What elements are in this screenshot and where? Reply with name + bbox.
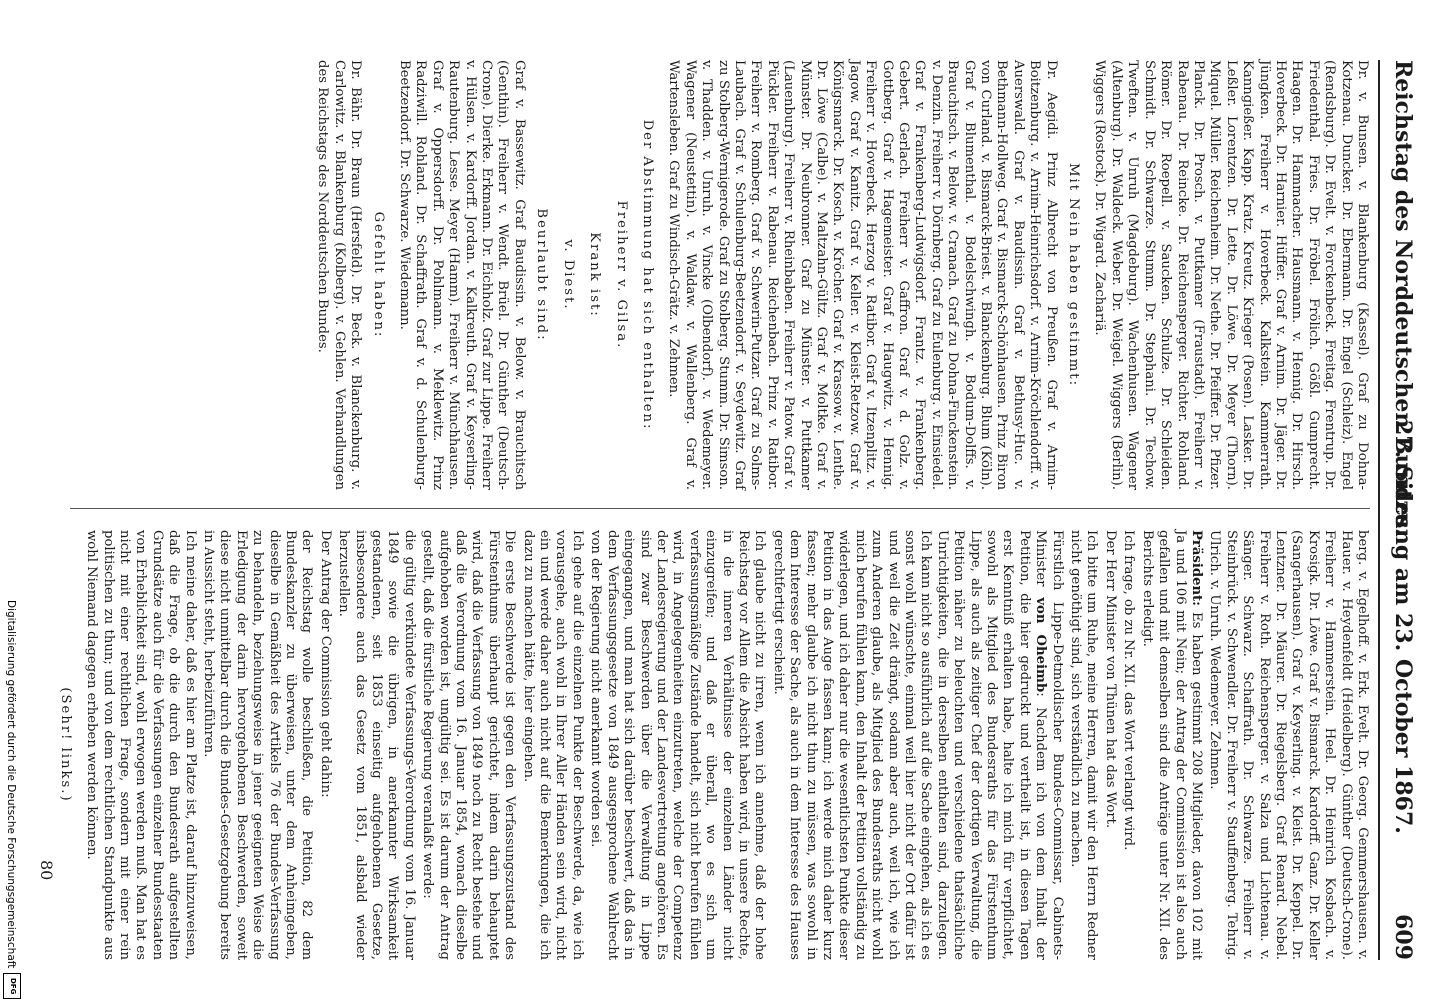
left-column-paragraph: Dr. Aegidi. Prinz Albrecht von Preußen. Graf v. Arnim-Boitzenburg. v. Arnim-Heinrichsdorf. v. Arnim-Kröchlendorff. v. Auerswald. Graf v. Baudissin. Graf v. Bethusy-Huc. v. Bethmann-Hollweg. Graf v. Bismarck-Schönhausen. Prinz Biron von Curland. v. Bismarck-Briest. v. Blanckenburg. Blum (Köln). Graf v. Blumenthal. v. Bodelschwingh. v. Bodum-Dolffs. v. Brauchitsch. v. Below. v. Cranach. Graf zu Dohna-Finckenstein. v. Denzin. Freiherr v. Dörnberg. Graf zu Eulenburg. v. Einsiedel. Graf v. Frankenberg-Ludwigsdorf. Frantz. v. Frankenberg. Gebert. Gerlach. Freiherr v. Gaffron. Graf v. d. Golz. v. Gottberg. Graf v. Hagemeister. Graf v. Haugwitz. v. Hennig. Freiherr v. Hoverbeck. Herzog v. Ratibor. Graf v. Itzenplitz. v. Jagow. Graf v. Kanitz. Graf v. Keller. v. Kleist-Retzow. Graf v. Königsmarck. Dr. Kosch. v. Kröcher. Graf v. Krassow. v. Lenthe. Dr. Löwe (Calbe). v. Maltzahn-Gültz. Graf v. Moltke. Graf v. Münster. Dr. Neubronner. Graf zu Münster. v. Puttkamer (Lauenburg). Freiherr v. Rheinbaben. Freiherr v. Patow. Graf v. Pückler. Freiherr v. Rabenau. Reichenbach. Prinz v. Ratibor. Freiherr v. Romberg. Graf v. Schwerin-Putzar. Graf zu Solms-Laubach. Graf v. Schulenburg-Beetzendorf. v. Seydewitz. Graf zu Stolberg-Wernigerode. Graf zu Stolberg. Stumm. Dr. Simson. v. Thadden. v. Unruh. v. Vincke (Olbendorf). v. Wedemeyer. Wagener (Neustettin). v. Waldaw. v. Wallenberg. Graf v. Wartensleben. Graf zu Windisch-Grätz. v. Zehmen.: [666, 60, 1059, 490]
left-column-paragraph: Beurlaubt sind:: [534, 208, 550, 342]
right-column-paragraph: Ich meine daher, daß es hier am Platze ist, darauf hinzuweisen, daß die Frage, ob die durch den Bundesrath aufgestellten Grundsätze auch für die Verfassungen einzelner Bundesstaaten von Erheblichkeit sind, wohl erwogen werden muß. Man hat es nicht mit einer rechtlichen Frage, sondern mit einer rein politischen zu thun; und von dem rechtlichen Standpunkte aus wohl Niemand dagegen erheben werden können.: [84, 530, 198, 960]
header-session: 27. Sitzung am 23. October 1867.: [1390, 420, 1416, 834]
text-columns: [57, 60, 1370, 960]
bold-speaker: von Oheimb: [1033, 597, 1049, 693]
bold-speaker: Präsident:: [1188, 530, 1204, 607]
header-title: Reichstag des Norddeutschen Bundes.: [1390, 60, 1416, 537]
right-column-paragraph: Ich frage, ob zu Nr. XII. das Wort verlangt wird.: [1121, 530, 1137, 851]
right-column: [57, 530, 1370, 960]
right-column-paragraph: Die erste Beschwerde ist gegen den Verfassungszustand des Fürstenthums überhaupt gerichtet, indem darin behauptet wird, daß die Verfassung von 1849 noch zu Recht bestehe und daß die Verordnung vom 16. Januar 1854, wonach dieselbe aufgehoben worden ist, ungültig sei. Es ist darum der Antrag gestellt, daß die fürstliche Regierung veranlaßt werde:: [420, 530, 518, 960]
left-column: [70, 60, 1370, 490]
right-column-paragraph: berg. v. Egelhoff. v. Erk. Evelt. Dr. Georg. Gemmershausen. v. Hauer. v. Heydenfeldt (Heidelberg). Günther (Deutsch-Crone). Freiherr v. Hammerstein. Heel. Dr. Heinrich Kosbach. v. Krosigk. Dr. Löwe. Graf v. Bismarck. Kardorff. Ganz. Dr. Keller (Sangerhausen). Graf v. Keyserling. v. Kleist. Dr. Keppel. Dr. Lentzner. Dr. Mäurer. Dr. Riegelsberg. Graf Renard. Nebel. Freiherr v. Roth. Reichensperger. v. Salza und Lichtenau. v. Sänger. Schwarz. Schaffrath. Dr. Schwarze. Freiherr v. Steinbrück. v. Schwendler. Dr. Freiherr v. Stauffenberg. Tehrig. Ulrich. v. Unruh. Wedemeyer. Zehmen.: [1207, 530, 1370, 960]
left-column-paragraph: Freiherr v. Gilsa.: [613, 200, 629, 350]
left-column-paragraph: Dr. Bähr. Dr. Braun (Hersfeld). Dr. Beck. v. Blanckenburg. v. Carlowitz. v. Blankenburg (Kolberg). v. Gehlen. Verhandlungen des Reichstags des Norddeutschen Bundes.: [315, 60, 364, 490]
right-column-paragraph: Ich gehe auf die einzelnen Punkte der Beschwerde, da, wie ich vorausgehe, auch wohl in Ihrer Aller Händen sein wird, nicht ein und werde daher auch nicht auf die Bemerkungen, die ich dazu zu machen hätte, hier eingehen.: [520, 530, 585, 960]
right-column-paragraph: die gültig verkündete Verfassungs-Verordnung vom 16. Januar 1849 sowie die übrigen, in anerkannter Wirksamkeit gestandenen, seit 1853 einseitig aufgehobenen Gesetze, insbesondere auch das Gesetz vom 1851, alsbald wieder herzustellen.: [336, 530, 417, 960]
left-column-paragraph: Krank ist:: [587, 232, 603, 318]
left-column-paragraph: Graf v. Bassewitz. Graf Baudissin. v. Below. v. Brauchitsch (Genthin). Freiherr v. Wendt. Brüel. Dr. Günther (Deutsch-Crone). Dierke. Erkmann. Dr. Eichholz. Graf zur Lippe. Freiherr v. Hülsen. v. Kardorff. Jordan. v. Kalkreuth. Graf v. Keyserling-Rautenburg. Lesse. Meyer (Hamm). Freiherr v. Münchhausen. Graf v. Oppersdorff. Dr. Pohlmann. v. Meklewitz. Prinz Radziwill. Rohland. Dr. Schaffrath. Graf v. d. Schulenburg-Beetzendorf. Dr. Schwarze. Wiedemann.: [397, 60, 527, 490]
right-column-paragraph: Der Antrag der Commission geht dahin:: [317, 530, 333, 798]
right-column-paragraph: Der Herr Minister von Thünen hat das Wort.: [1102, 530, 1118, 829]
page-header: [1378, 60, 1420, 960]
left-column-paragraph: Der Abstimmung hat sich enthalten:: [639, 119, 655, 431]
right-column-paragraph: Präsident: Es haben gestimmt 208 Mitglieder, davon 102 mit Ja und 106 mit Nein; der Antrag der Commission ist also auch gefallen und mit demselben sind die Anträge unter Nr. XII. des Berichts erledigt.: [1139, 530, 1204, 960]
right-column-paragraph: Ich glaube nicht zu irren, wenn ich annehme, daß der hohe Reichstag vor Allem die Absicht haben wird, in unsere Rechte, in die inneren Verhältnisse der einzelnen Länder nicht einzugreifen; und daß er überall, wo es sich um verfassungsmäßige Zustände handelt, sich nicht berufen fühlen wird, in Angelegenheiten einzutreten, welche der Competenz der Landesregierung und der Landesvertretung angehören. Es sind zwar Beschwerden über die Verwaltung in Lippe eingegangen, und man hat sich darüber beschwert, daß das in dem Verfassungsgesetze von 1849 ausgesprochene Wahlrecht von der Regierung nicht anerkannt worden sei.: [588, 530, 768, 960]
header-page-number: 609: [1390, 914, 1416, 960]
right-column-paragraph: (Sehr! links.): [57, 687, 73, 803]
left-column-paragraph: Gefehlt haben:: [370, 211, 386, 339]
left-column-paragraph: v. Diest.: [560, 239, 576, 311]
digitization-note: Digitalisierung gefördert durch die Deutsche Forschungsgemeinschaft: [5, 600, 17, 969]
right-column-paragraph: Ich bitte um Ruhe, meine Herren, damit wir den Herrn Redner nicht genöthigt sind, sich verständlich zu machen.: [1068, 530, 1100, 960]
right-column-paragraph: Fürstlich Lippe-Detmoldischer Bundes-Commissar, Cabinets-Minister von Oheimb: Nachdem ich von dem Inhalt der Petition, die hier gedruckt und vertheilt ist, in diesen Tagen erst Kenntniß erhalten habe, halte ich mich für verpflichtet, sowohl als Mitglied des Bundesraths für das Fürstenthum Lippe, als auch als zeitiger Chef der dortigen Verwaltung, die Petition näher zu beleuchten und verschiedene thatsächliche Unrichtigkeiten, die in derselben enthalten sind, darzulegen. Ich kann nicht so ausführlich auf die Sache eingehen, als ich es sonst wohl wünschte, einmal weil hier nicht der Ort dafür ist und weil die Zeit drängt, sodann aber auch, weil ich, wie ich zum Anderen glaube, als Mitglied des Bundesraths nicht wohl mich berufen fühlen kann, den Inhalt der Petition vollständig zu widerlegen, und ich daher nur die wesentlichsten Punkte dieser Petition in das Auge fassen kann; ich werde mich daher kurz fassen; mehr glaube ich nicht thun zu müssen, was sowohl in dem Interesse der Sache, als auch in dem Interesse des Hauses gerechtfertigt erscheint.: [770, 530, 1065, 960]
left-column-paragraph: Dr. v. Bunsen. v. Blankenburg (Kassel). Graf zu Dohna-Kotzenau. Duncker. Dr. Ebermann. Dr. Engel (Schleiz). Engel (Rendsburg). Dr. Evelt. v. Forckenbeck. Freitag. Frentrup. Dr. Friedenthal. Fries. Dr. Fröbel. Frölich. Gößl. Gumprecht. Haagen. Dr. Hammacher. Hausmann. v. Hennig. Dr. Hirsch. Hoverbeck. Dr. Harnier. Hüffer. Graf v. Arnim. Dr. Jäger. Dr. Jüngken. Freiherr v. Hoverbeck. Kalkstein. Kammerrath. Kanngießer. Kapp. Kratz. Kreutz. Krieger (Posen). Lasker. Dr. Leßler. Lorentzen. Dr. Lette. Dr. Löwe. Dr. Meyer (Thorn). Miquel. Müller. Reichenheim. Dr. Nethe. Dr. Pfeiffer. Dr. Pfizer. Planck. Dr. Prosch. v. Puttkamer (Fraustadt). Freiherr v. Rabenau. Dr. Reincke. Dr. Reichensperger. Richter. Rohland. Römer. Dr. Roepell. v. Saucken. Schulze. Dr. Schleiden. Schmidt. Dr. Schwarze. Stumm. Dr. Stephani. Dr. Techow. Tweften. v. Unruh (Magdeburg). Wachenhusen. Wagener (Altenburg). Dr. Waldeck. Weber. Dr. Weigel. Wiggers (Berlin). Wiggers (Rostock). Dr. Wigard. Zachariä.: [1092, 60, 1370, 490]
digitization-note-strip: [1, 600, 23, 990]
column-divider: [70, 508, 1370, 509]
dfg-logo: DFG: [3, 973, 21, 999]
footer-page-number: 80: [37, 860, 56, 881]
left-column-paragraph: Mit Nein haben gestimmt:: [1066, 162, 1082, 388]
right-column-paragraph: der Reichstag wolle beschließen, die Petition, 82 dem Bundeskanzler zu überweisen, unter dem Anheimgeben, dieselbe in Gemäßheit des Artikels 76 der Bundes-Verfassung zu behandeln, beziehungsweise in jener geeigneten Weise die Erledigung der darin hervorgehobenen Beschwerden, soweit diese nicht unmittelbar durch die Bundes-Gesetzgebung bereits in Aussicht steht, herbeizuführen.: [200, 530, 315, 960]
